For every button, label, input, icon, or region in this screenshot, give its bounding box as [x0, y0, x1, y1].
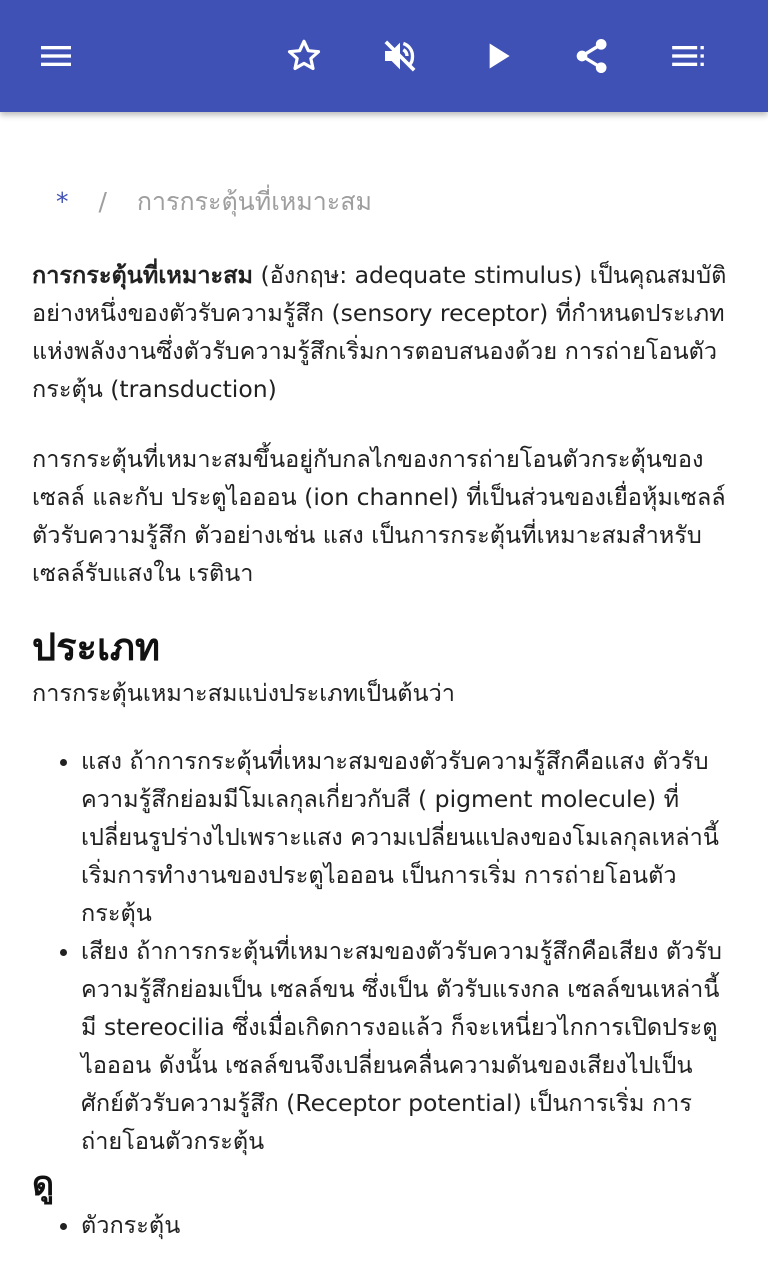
star-icon [284, 36, 324, 76]
breadcrumb-separator: / [98, 187, 107, 216]
play-button[interactable] [470, 28, 526, 84]
types-heading: ประเภท [32, 625, 161, 669]
second-paragraph: การกระตุ้นที่เหมาะสมขึ้นอยู่กับกลไกของการถ่ายโอนตัวกระตุ้นของเซลล์ และกับ ประตูไอออน (ion channel) ที่เป็นส่วนของเยื่อหุ้มเซลล์ตัวรับความรู้สึก ตัวอย่างเช่น แสง เป็นการกระตุ้นที่เหมาะสมสำหรับเซลล์รับแสงใน เรตินา [32, 445, 726, 587]
share-icon [572, 36, 612, 76]
list-item: • แสง ถ้าการกระตุ้นที่เหมาะสมของตัวรับความรู้สึกคือแสง ตัวรับความรู้สึกย่อมมีโมเลกุลเกี่ยวกับสี ( pigment molecule) ที่เปลี่ยนรูปร่างไปเพราะแสง ความเปลี่ยนแปลงของโมเลกุลเหล่านี้เริ่มการทำงานของประตูไอออน เป็นการเริ่ม การถ่ายโอนตัวกระตุ้น [81, 742, 732, 932]
app-toolbar [0, 0, 768, 112]
article-body [32, 256, 732, 1244]
see-also-link[interactable]: ตัวกระตุ้น [81, 1211, 181, 1239]
see-also-item [81, 1206, 732, 1244]
bookmark-button[interactable] [276, 28, 332, 84]
article-title-bold: การกระตุ้นที่เหมาะสม [32, 261, 254, 289]
volume-off-icon [380, 36, 420, 76]
menu-button[interactable] [28, 28, 84, 84]
contents-button[interactable] [660, 28, 716, 84]
see-also-list [32, 1206, 732, 1244]
mute-button[interactable] [372, 28, 428, 84]
breadcrumb-root-link[interactable]: * [56, 187, 69, 216]
types-intro: การกระตุ้นเหมาะสมแบ่งประเภทเป็นต้นว่า [32, 679, 455, 707]
article-content [0, 112, 768, 1280]
intro-text: (อังกฤษ: adequate stimulus) เป็นคุณสมบัติอย่างหนึ่งของตัวรับความรู้สึก (sensory receptor) ที่กำหนดประเภทแห่งพลังงานซึ่งตัวรับความรู้สึกเริ่มการตอบสนองด้วย การถ่ายโอนตัวกระตุ้น (transduction) [32, 261, 727, 403]
intro-paragraph [32, 256, 732, 408]
see-also-heading: ดู [32, 1164, 55, 1204]
breadcrumb-current: การกระตุ้นที่เหมาะสม [136, 187, 372, 216]
breadcrumb [56, 182, 372, 222]
list-item: • เสียง ถ้าการกระตุ้นที่เหมาะสมของตัวรับความรู้สึกคือเสียง ตัวรับความรู้สึกย่อมเป็น เซลล์ขน ซึ่งเป็น ตัวรับแรงกล เซลล์ขนเหล่านี้มี stereocilia ซึ่งเมื่อเกิดการงอแล้ว ก็จะเหนี่ยวไกการเปิดประตูไอออน ดังนั้น เซลล์ขนจึงเปลี่ยนคลื่นความดันของเสียงไปเป็น ศักย์ตัวรับความรู้สึก (Receptor potential) เป็นการเริ่ม การถ่ายโอนตัวกระตุ้น [81, 932, 732, 1160]
types-list [32, 742, 732, 1160]
play-icon [478, 36, 518, 76]
share-button[interactable] [564, 28, 620, 84]
list-icon [668, 36, 708, 76]
menu-icon [36, 36, 76, 76]
